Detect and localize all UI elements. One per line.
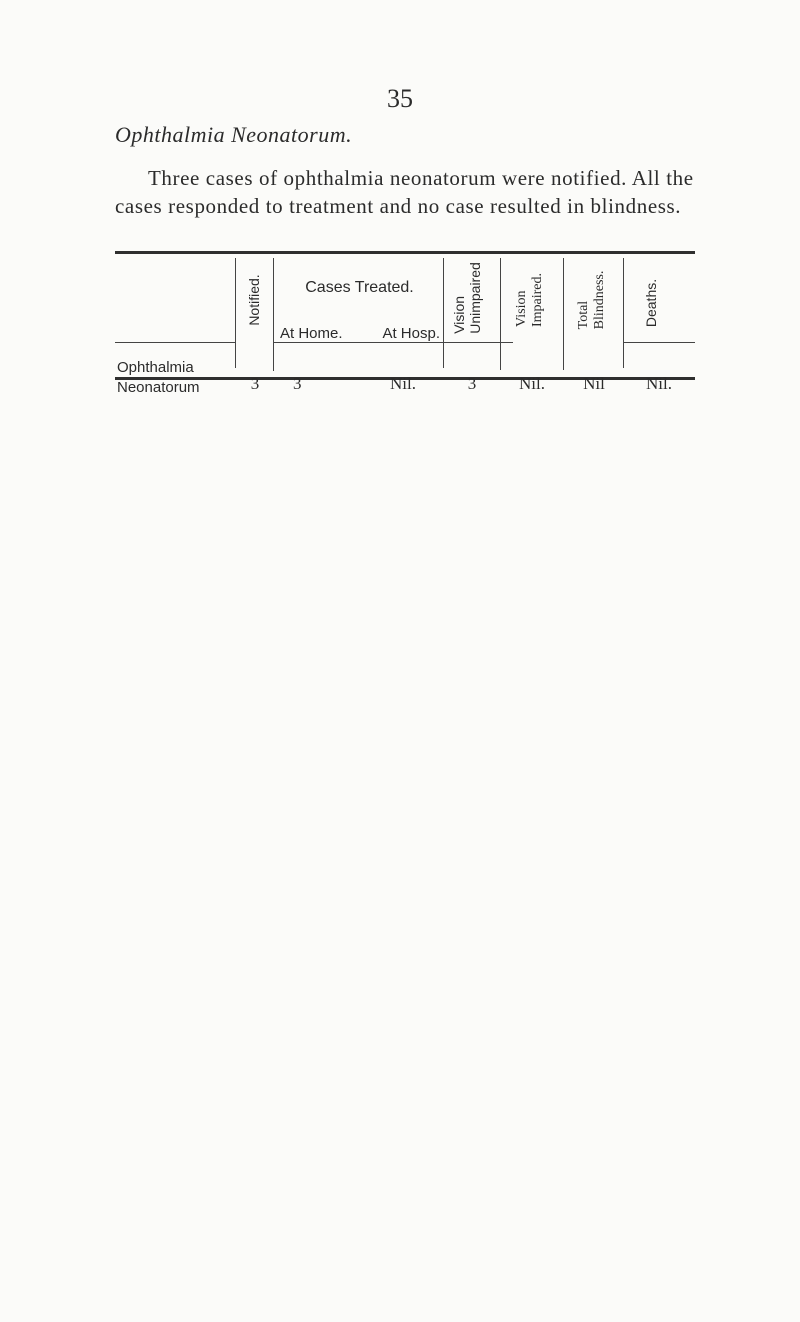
column-divider: [443, 258, 444, 368]
header-cases-treated: Cases Treated.: [305, 279, 414, 296]
header-notified: Notified.: [246, 274, 262, 326]
cell-total-blindness: Nil: [583, 374, 605, 393]
row-label-line: Neonatorum: [117, 379, 200, 396]
cell-vision-unimpaired: 3: [467, 374, 477, 393]
table-row: [117, 338, 235, 398]
header-at-home: At Home.: [280, 325, 343, 342]
header-vision-impaired: Vision Impaired.: [514, 272, 545, 328]
cell-deaths: Nil.: [646, 374, 672, 393]
cell-at-hosp: Nil.: [390, 374, 416, 393]
column-divider: [235, 258, 236, 368]
table-top-rule: [115, 251, 695, 254]
body-paragraph: Three cases of ophthalmia neonatorum were notified. All the cases responded to treatment and no case resulted in blindness.: [115, 166, 694, 218]
header-deaths: Deaths.: [643, 278, 659, 328]
column-divider: [273, 258, 274, 371]
header-vision-unimpaired: Vision Unimpaired: [451, 262, 483, 334]
header-at-hosp: At Hosp.: [382, 325, 440, 342]
page-number: 35: [387, 84, 413, 113]
column-divider: [500, 258, 501, 370]
cell-vision-impaired: Nil.: [519, 374, 545, 393]
header-total-blindness: Total Blindness.: [576, 270, 607, 330]
column-divider: [623, 258, 624, 368]
cell-at-home: 3: [293, 374, 302, 393]
row-label-line: Ophthalmia: [117, 359, 194, 376]
section-heading: Ophthalmia Neonatorum.: [115, 122, 353, 147]
column-divider: [563, 258, 564, 370]
header-divider: [623, 342, 695, 343]
cell-notified: 3: [250, 374, 260, 393]
